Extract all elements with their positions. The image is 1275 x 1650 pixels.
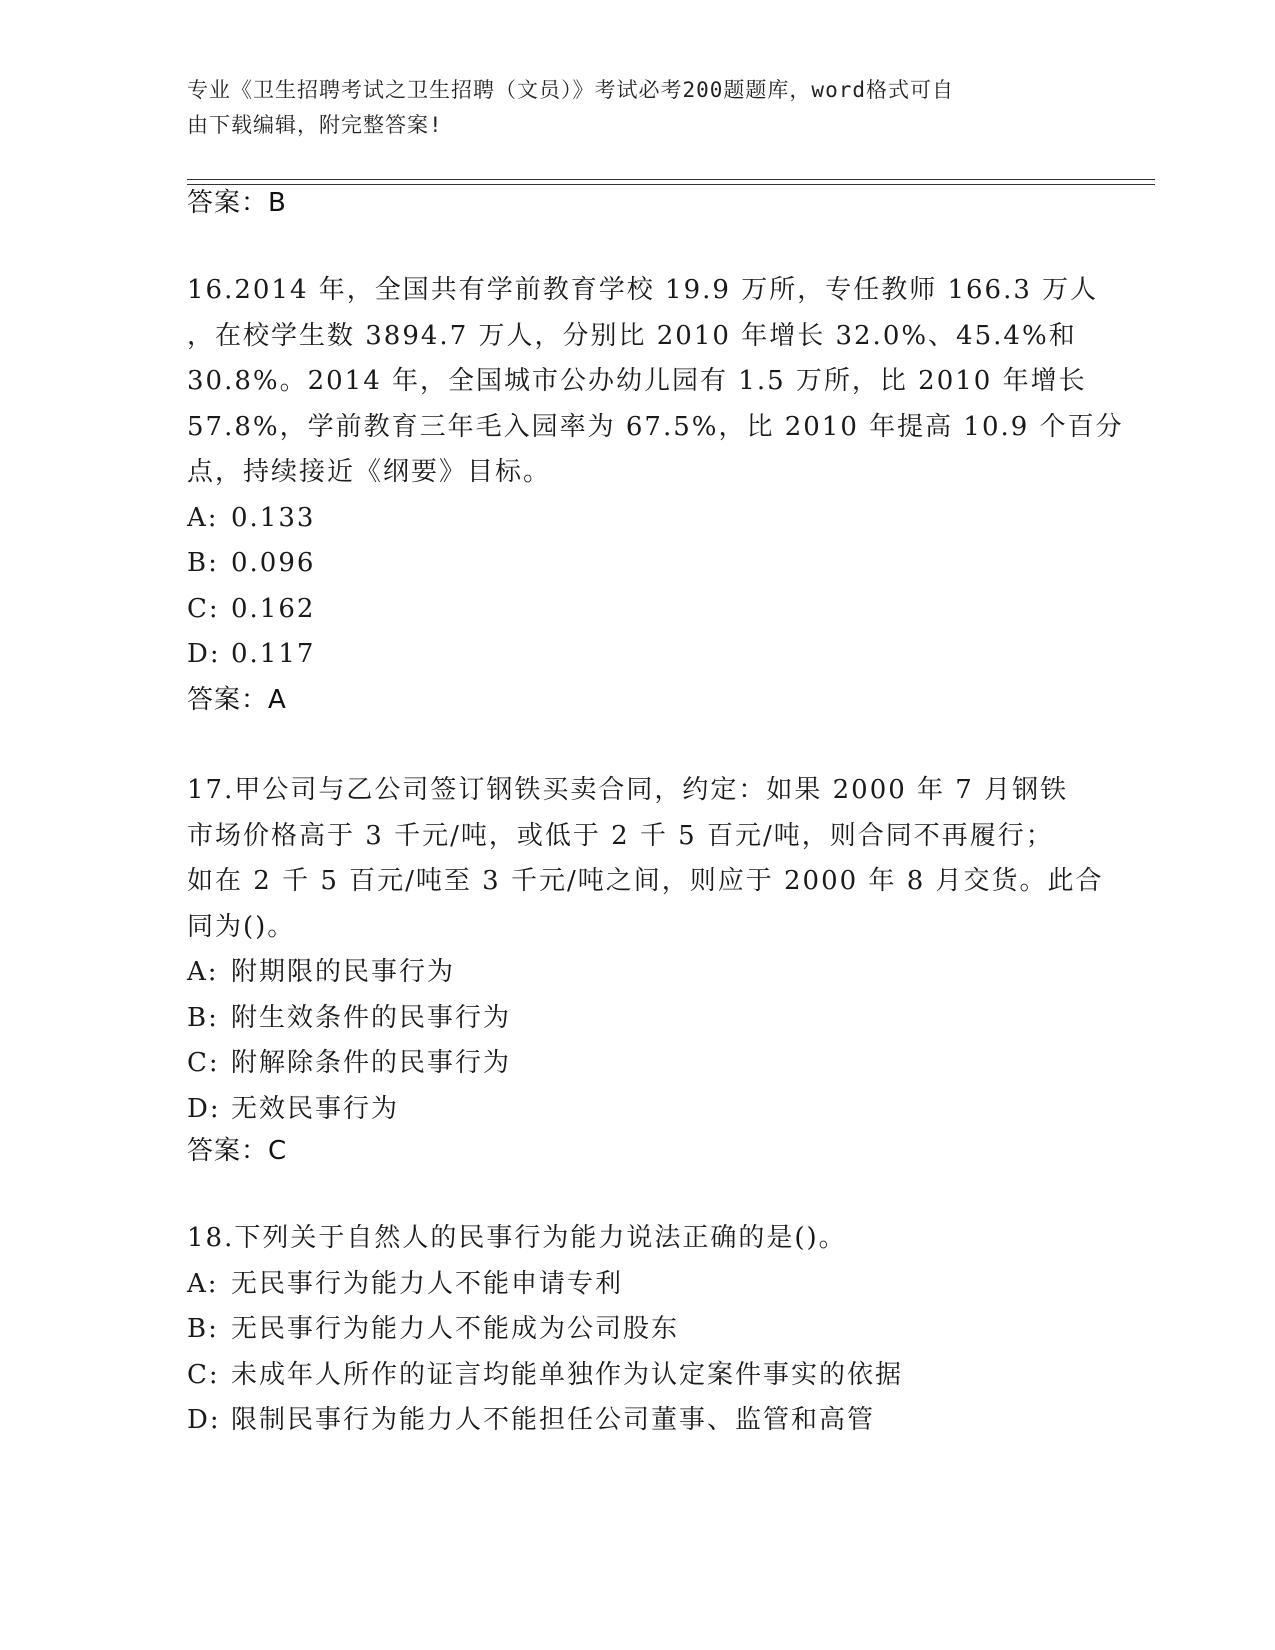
question-18-option-d: D: 限制民事行为能力人不能担任公司董事、监管和高管 <box>187 1405 876 1435</box>
answer-prev: 答案：B <box>187 188 287 218</box>
question-16-option-d: D: 0.117 <box>187 639 316 669</box>
question-17-stem-line: 市场价格高于 3 千元/吨，或低于 2 千 5 百元/吨，则合同不再履行； <box>187 820 1054 851</box>
question-16-option-b: B: 0.096 <box>187 548 316 578</box>
question-16-stem-line: 57.8%，学前教育三年毛入园率为 67.5%，比 2010 年提高 10.9 个百分 <box>187 411 1124 442</box>
question-16-stem-line: 点，持续接近《纲要》目标。 <box>187 457 552 487</box>
question-18-stem-line: 18.下列关于自然人的民事行为能力说法正确的是()。 <box>187 1223 847 1253</box>
question-17-option-c: C: 附解除条件的民事行为 <box>187 1048 512 1078</box>
document-header <box>187 73 1067 143</box>
question-17-stem-line: 如在 2 千 5 百元/吨至 3 千元/吨之间，则应于 2000 年 8 月交货。此合 <box>187 866 1104 896</box>
header-rule-bottom <box>187 184 1155 185</box>
question-16-stem-line: ，在校学生数 3894.7 万人，分别比 2010 年增长 32.0%、45.4%和 <box>187 320 1077 351</box>
question-17-stem-line: 17.甲公司与乙公司签订钢铁买卖合同，约定：如果 2000 年 7 月钢铁 <box>187 775 1069 805</box>
question-18 <box>187 1216 1087 1444</box>
question-17 <box>187 768 1104 1132</box>
question-17-option-d: D: 无效民事行为 <box>187 1093 400 1124</box>
question-16-stem-line: 16.2014 年，全国共有学前教育学校 19.9 万所，专任教师 166.3 万人 <box>187 275 1099 305</box>
header-line-1: 专业《卫生招聘考试之卫生招聘（文员）》考试必考200题题库，word格式可自 <box>187 78 954 102</box>
question-16-stem-line: 30.8%。2014 年，全国城市公办幼儿园有 1.5 万所，比 2010 年增长 <box>187 366 1087 396</box>
question-16-answer: 答案：A <box>187 685 287 715</box>
question-17-answer: 答案：C <box>187 1136 288 1166</box>
question-16-option-a: A: 0.133 <box>187 502 316 533</box>
header-rule-top <box>187 179 1155 180</box>
question-17-option-a: A: 附期限的民事行为 <box>187 957 456 987</box>
question-16-option-c: C: 0.162 <box>187 593 316 624</box>
question-18-option-c: C: 未成年人所作的证言均能单独作为认定案件事实的依据 <box>187 1359 904 1390</box>
question-16 <box>187 268 1124 678</box>
question-17-option-b: B: 附生效条件的民事行为 <box>187 1002 512 1033</box>
question-17-stem-line: 同为()。 <box>187 911 296 942</box>
header-line-2: 由下载编辑，附完整答案! <box>187 113 443 137</box>
question-18-option-a: A: 无民事行为能力人不能申请专利 <box>187 1268 624 1299</box>
question-18-option-b: B: 无民事行为能力人不能成为公司股东 <box>187 1314 680 1344</box>
